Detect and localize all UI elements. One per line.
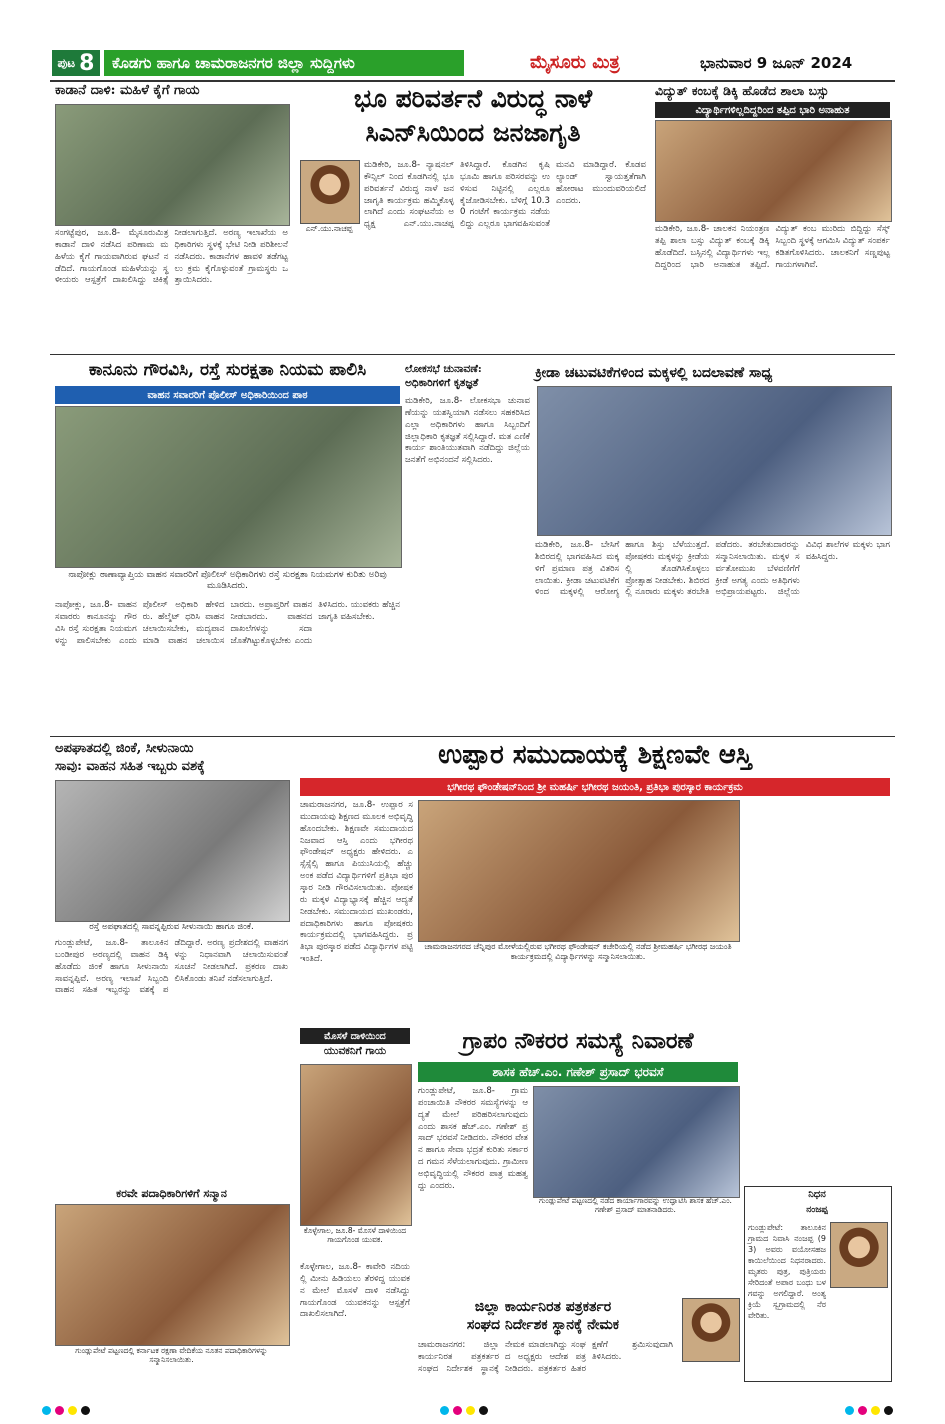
nachappa-caption: ಎನ್.ಯು.ನಾಚಪ್ಪ — [305, 224, 353, 233]
uppara-caption: ಚಾಮರಾಜನಗರದ ಚೆನ್ನಿಪುರ ಮೋಳೆಯಲ್ಲಿರುವ ಭಗೀರಥ ಫೌಂಡೇಷನ್ ಕಚೇರಿಯಲ್ಲಿ ನಡೆದ ಶ್ರೀಮಹರ್ಷಿ ಭಗೀರಥ ಜಯಂತಿ ಕಾರ್ಯಕ್ರಮದಲ್ಲಿ ವಿದ್ಯಾರ್ಥಿಗಳನ್ನು ಸನ್ಮಾನಿಸಲಾಯಿತು. — [424, 942, 732, 961]
page-number: 8 — [79, 50, 95, 76]
traffic-photo — [55, 406, 402, 568]
accident-caption: ರಸ್ತೆ ಅಪಘಾತದಲ್ಲಿ ಸಾವನ್ನಪ್ಪಿರುವ ಸೀಳುನಾಯಿ ಹಾಗೂ ಜಿಂಕೆ. — [89, 922, 254, 932]
uppara-headline: ಉಪ್ಪಾರ ಸಮುದಾಯಕ್ಕೆ ಶಿಕ್ಷಣವೇ ಆಸ್ತಿ — [438, 740, 752, 770]
bus-headline: ವಿದ್ಯುತ್ ಕಂಬಕ್ಕೆ ಡಿಕ್ಕಿ ಹೊಡೆದ ಶಾಲಾ ಬಸ್ಸು — [655, 83, 829, 98]
traffic-caption: ನಾಪೋಕ್ಲು ಠಾಣಾವ್ಯಾಪ್ತಿಯ ವಾಹನ ಸವಾರರಿಗೆ ಪೊಲೀಸ್ ಅಧಿಕಾರಿಗಳು ರಸ್ತೆ ಸುರಕ್ಷತಾ ನಿಯಮಗಳ ಕುರಿತು ಅರಿವು ಮೂಡಿಸಿದರು. — [68, 570, 387, 592]
sports-group-photo — [537, 386, 892, 536]
obituary-portrait — [830, 1222, 888, 1288]
journalist-portrait — [682, 1298, 740, 1362]
uppara-body-continued — [744, 800, 890, 1080]
obituary-heading: ನಿಧನ — [808, 1189, 826, 1200]
land-headline-1: ಭೂ ಪರಿವರ್ತನೆ ವಿರುದ್ಧ ನಾಳೆ — [353, 84, 593, 113]
crocodile-caption: ಕೊಳ್ಳೇಗಾಲ, ಜೂ.8- ಮೊಸಳೆ ದಾಳಿಯಿಂದ ಗಾಯಗೊಂಡ ಯುವಕ. — [303, 1226, 407, 1245]
paper-logo: ಮೈಸೂರು ಮಿತ್ರ — [530, 52, 620, 73]
election-headline-1: ಲೋಕಸಭೆ ಚುನಾವಣೆ: — [405, 363, 482, 375]
sports-headline: ಕ್ರೀಡಾ ಚಟುವಟಿಕೆಗಳಿಂದ ಮಕ್ಕಳಲ್ಲಿ ಬದಲಾವಣೆ ಸಾಧ್ಯ — [535, 365, 773, 381]
accident-headline-2: ಸಾವು: ವಾಹನ ಸಹಿತ ಇಬ್ಬರು ವಶಕ್ಕೆ — [55, 759, 205, 774]
uppara-body: ಚಾಮರಾಜನಗರ, ಜೂ.8- ಉಪ್ಪಾರ ಸಮುದಾಯವು ಶಿಕ್ಷಣದ ಮೂಲಕ ಅಭಿವೃದ್ಧಿ ಹೊಂದಬೇಕು. ಶಿಕ್ಷಣವೇ ಸಮುದಾಯದ ನಿಜವಾದ ಆಸ್ತಿ ಎಂದು ಭಗೀರಥ ಫೌಂಡೇಷನ್ ಅಧ್ಯಕ್ಷರು ಹೇಳಿದರು. ಎಸ್ಸೆಸ್ಸೆಲ್ಸಿ ಹಾಗೂ ಪಿಯುಸಿಯಲ್ಲಿ ಹೆಚ್ಚು ಅಂಕ ಪಡೆದ ವಿದ್ಯಾರ್ಥಿಗಳಿಗೆ ಪ್ರತಿಭಾ ಪುರಸ್ಕಾರ ನೀಡಿ ಗೌರವಿಸಲಾಯಿತು. ಪೋಷಕರು ಮಕ್ಕಳ ವಿದ್ಯಾಭ್ಯಾಸಕ್ಕೆ ಹೆಚ್ಚಿನ ಆದ್ಯತೆ ನೀಡಬೇಕು. ಸಮುದಾಯದ ಮುಖಂಡರು, ಪದಾಧಿಕಾರಿಗಳು ಹಾಗೂ ಪೋಷಕರು ಕಾರ್ಯಕ್ರಮದಲ್ಲಿ ಭಾಗವಹಿಸಿದ್ದರು. ಪ್ರತಿಭಾ ಪುರಸ್ಕಾರ ಪಡೆದ ವಿದ್ಯಾರ್ಥಿಗಳ ಪಟ್ಟಿ ಇಂತಿದೆ. — [300, 800, 413, 965]
uppara-band: ಭಗೀರಥ ಫೌಂಡೇಷನ್‌ನಿಂದ ಶ್ರೀ ಮಹರ್ಷಿ ಭಗೀರಥ ಜಯಂತಿ, ಪ್ರತಿಭಾ ಪುರಸ್ಕಾರ ಕಾರ್ಯಕ್ರಮ — [300, 778, 890, 796]
grampanchayat-body: ಗುಂಡ್ಲುಪೇಟೆ, ಜೂ.8- ಗ್ರಾಮ ಪಂಚಾಯಿತಿ ನೌಕರರ ಸಮಸ್ಯೆಗಳನ್ನು ಆದ್ಯತೆ ಮೇಲೆ ಪರಿಹರಿಸಲಾಗುವುದು ಎಂದು ಶಾಸಕ ಹೆಚ್.ಎಂ. ಗಣೇಶ್ ಪ್ರಸಾದ್ ಭರವಸೆ ನೀಡಿದರು. ನೌಕರರ ವೇತನ ಹಾಗೂ ಸೇವಾ ಭದ್ರತೆ ಕುರಿತು ಸರ್ಕಾರದ ಗಮನ ಸೆಳೆಯಲಾಗುವುದು. ಗ್ರಾಮೀಣ ಅಭಿವೃದ್ಧಿಯಲ್ಲಿ ನೌಕರರ ಪಾತ್ರ ಮಹತ್ವದ್ದು ಎಂದರು. — [418, 1086, 528, 1191]
section-title: ಕೊಡಗು ಹಾಗೂ ಚಾಮರಾಜನಗರ ಜಿಲ್ಲಾ ಸುದ್ದಿಗಳು — [104, 50, 464, 76]
crocodile-headline-2: ಯುವಕನಿಗೆ ಗಾಯ — [323, 1045, 387, 1057]
karave-caption: ಗುಂಡ್ಲುಪೇಟೆ ಪಟ್ಟಣದಲ್ಲಿ ಕರ್ನಾಟಕ ರಕ್ಷಣಾ ವೇದಿಕೆಯ ನೂತನ ಪದಾಧಿಕಾರಿಗಳನ್ನು ಸನ್ಮಾನಿಸಲಾಯಿತು. — [75, 1346, 268, 1365]
elephant-headline: ಕಾಡಾನೆ ದಾಳಿ: ಮಹಿಳೆ ಕೈಗೆ ಗಾಯ — [55, 83, 200, 98]
obituary-body: ಗುಂಡ್ಲುಪೇಟೆ: ತಾಲೂಕಿನ ಗ್ರಾಮದ ನಿವಾಸಿ ನಂಜಪ್ಪ (93) ಅವರು ವಯೋಸಹಜ ಕಾಯಿಲೆಯಿಂದ ನಿಧನರಾದರು. ಮೃತರು ಪುತ್ರ, ಪುತ್ರಿಯರು ಸೇರಿದಂತೆ ಅಪಾರ ಬಂಧು ಬಳಗವನ್ನು ಅಗಲಿದ್ದಾರೆ. ಅಂತ್ಯಕ್ರಿಯೆ ಸ್ವಗ್ರಾಮದಲ್ಲಿ ನೆರವೇರಿತು. — [748, 1223, 826, 1321]
page-label: ಪುಟ — [57, 55, 76, 70]
traffic-headline: ಕಾನೂನು ಗೌರವಿಸಿ, ರಸ್ತೆ ಸುರಕ್ಷತಾ ನಿಯಮ ಪಾಲಿಸಿ — [88, 360, 367, 380]
journalist-body: ಚಾಮರಾಜನಗರ: ಜಿಲ್ಲಾ ಕಾರ್ಯನಿರತ ಪತ್ರಕರ್ತರ ಸಂಘದ ನಿರ್ದೇಶಕ ಸ್ಥಾನಕ್ಕೆ ನೇಮಕ ಮಾಡಲಾಗಿದ್ದು ಸಂಘದ ಅಧ್ಯಕ್ಷರು ಆದೇಶ ಪತ್ರ ನೀಡಿದರು. ಪತ್ರಕರ್ತರ ಹಿತರಕ್ಷಣೆಗೆ ಶ್ರಮಿಸುವುದಾಗಿ ತಿಳಿಸಿದರು. — [418, 1340, 673, 1374]
row-rule-1 — [50, 354, 895, 355]
sports-body: ಮಡಿಕೇರಿ, ಜೂ.8- ಬೇಸಿಗೆ ಶಿಬಿರದಲ್ಲಿ ಭಾಗವಹಿಸಿದ ಮಕ್ಕಳಿಗೆ ಪ್ರಮಾಣ ಪತ್ರ ವಿತರಿಸಲಾಯಿತು. ಕ್ರೀಡಾ ಚಟುವಟಿಕೆಗಳಿಂದ ಮಕ್ಕಳಲ್ಲಿ ಆರೋಗ್ಯ ಹಾಗೂ ಶಿಸ್ತು ಬೆಳೆಯುತ್ತದೆ. ಪೋಷಕರು ಮಕ್ಕಳನ್ನು ಕ್ರೀಡೆಯಲ್ಲಿ ತೊಡಗಿಸಿಕೊಳ್ಳಲು ಪ್ರೋತ್ಸಾಹ ನೀಡಬೇಕು. ಶಿಬಿರದಲ್ಲಿ ನೂರಾರು ಮಕ್ಕಳು ತರಬೇತಿ ಪಡೆದರು. ತರಬೇತುದಾರರನ್ನು ಸನ್ಮಾನಿಸಲಾಯಿತು. ಮಕ್ಕಳ ಸರ್ವತೋಮುಖ ಬೆಳವಣಿಗೆಗೆ ಕ್ರೀಡೆ ಅಗತ್ಯ ಎಂದು ಅತಿಥಿಗಳು ಅಭಿಪ್ರಾಯಪಟ್ಟರು. ಜಿಲ್ಲೆಯ ವಿವಿಧ ಶಾಲೆಗಳ ಮಕ್ಕಳು ಭಾಗವಹಿಸಿದ್ದರು. — [535, 540, 890, 598]
uppara-body-lower — [418, 972, 738, 1022]
grampanchayat-band: ಶಾಸಕ ಹೆಚ್.ಎಂ. ಗಣೇಶ್ ಪ್ರಸಾದ್ ಭರವಸೆ — [418, 1062, 738, 1082]
accident-headline-1: ಅಪಘಾತದಲ್ಲಿ ಜಿಂಕೆ, ಸೀಳುನಾಯಿ — [55, 741, 194, 756]
accident-body: ಗುಂಡ್ಲುಪೇಟೆ, ಜೂ.8- ತಾಲೂಕಿನ ಬಂಡೀಪುರ ಅರಣ್ಯದಲ್ಲಿ ವಾಹನ ಡಿಕ್ಕಿ ಹೊಡೆದು ಜಿಂಕೆ ಹಾಗೂ ಸೀಳುನಾಯಿ ಸಾವನ್ನಪ್ಪಿವೆ. ಅರಣ್ಯ ಇಲಾಖೆ ಸಿಬ್ಬಂದಿ ವಾಹನ ಸಹಿತ ಇಬ್ಬರನ್ನು ವಶಕ್ಕೆ ಪಡೆದಿದ್ದಾರೆ. ಅರಣ್ಯ ಪ್ರದೇಶದಲ್ಲಿ ವಾಹನಗಳನ್ನು ನಿಧಾನವಾಗಿ ಚಲಾಯಿಸುವಂತೆ ಸೂಚನೆ ನೀಡಲಾಗಿದೆ. ಪ್ರಕರಣ ದಾಖಲಿಸಿಕೊಂಡು ತನಿಖೆ ನಡೆಸಲಾಗುತ್ತಿದೆ. — [55, 938, 288, 996]
grampanchayat-photo — [533, 1086, 740, 1198]
crocodile-photo — [300, 1064, 412, 1226]
crocodile-body: ಕೊಳ್ಳೇಗಾಲ, ಜೂ.8- ಕಾವೇರಿ ನದಿಯಲ್ಲಿ ಮೀನು ಹಿಡಿಯಲು ತೆರಳಿದ್ದ ಯುವಕನ ಮೇಲೆ ಮೊಸಳೆ ದಾಳಿ ನಡೆಸಿದ್ದು ಗಾಯಗೊಂಡ ಯುವಕನನ್ನು ಆಸ್ಪತ್ರೆಗೆ ದಾಖಲಿಸಲಾಗಿದೆ. — [300, 1262, 410, 1320]
grampanchayat-caption: ಗುಂಡ್ಲುಪೇಟೆ ಪಟ್ಟಣದಲ್ಲಿ ನಡೆದ ಕಾರ್ಯಾಗಾರವನ್ನು ಉದ್ಘಾಟಿಸಿ ಶಾಸಕ ಹೆಚ್.ಎಂ. ಗಣೇಶ್ ಪ್ರಸಾದ್ ಮಾತನಾಡಿದರು. — [539, 1196, 732, 1215]
traffic-band: ವಾಹನ ಸವಾರರಿಗೆ ಪೊಲೀಸ್ ಅಧಿಕಾರಿಯಿಂದ ಪಾಠ — [55, 386, 400, 404]
page-number-box — [52, 50, 100, 76]
obituary-name: ನಂಜಪ್ಪ — [806, 1205, 828, 1215]
accident-photo — [55, 780, 290, 922]
journalist-headline-1: ಜಿಲ್ಲಾ ಕಾರ್ಯನಿರತ ಪತ್ರಕರ್ತರ — [474, 1299, 612, 1315]
land-headline-2: ಸಿಎನ್‌ಸಿಯಿಂದ ಜನಜಾಗೃತಿ — [365, 118, 581, 147]
bus-photo — [655, 120, 892, 222]
grampanchayat-headline: ಗ್ರಾಪಂ ನೌಕರರ ಸಮಸ್ಯೆ ನಿವಾರಣೆ — [462, 1028, 694, 1054]
bus-subhead: ವಿದ್ಯಾರ್ಥಿಗಳಿಲ್ಲದಿದ್ದರಿಂದ ತಪ್ಪಿದ ಭಾರಿ ಅನಾಹುತ — [655, 102, 890, 118]
election-headline-2: ಅಧಿಕಾರಿಗಳಿಗೆ ಕೃತಜ್ಞತೆ — [405, 377, 479, 389]
row-rule-2 — [50, 736, 895, 737]
land-body: ಮಡಿಕೇರಿ, ಜೂ.8- ನ್ಯಾಷನಲ್ ಕೌನ್ಸಿಲ್ ನಿಂದ ಕೊಡಗಿನಲ್ಲಿ ಭೂ ಪರಿವರ್ತನೆ ವಿರುದ್ಧ ನಾಳೆ ಜನಜಾಗೃತಿ ಕಾರ್ಯಕ್ರಮ ಹಮ್ಮಿಕೊಳ್ಳಲಾಗಿದೆ ಎಂದು ಸಂಘಟನೆಯ ಅಧ್ಯಕ್ಷ ಎನ್.ಯು.ನಾಚಪ್ಪ ತಿಳಿಸಿದ್ದಾರೆ. ಕೊಡಗಿನ ಕೃಷಿ ಭೂಮಿ ಹಾಗೂ ಪರಿಸರವನ್ನು ಉಳಿಸುವ ನಿಟ್ಟಿನಲ್ಲಿ ಎಲ್ಲರೂ ಕೈಜೋಡಿಸಬೇಕು. ಬೆಳಿಗ್ಗೆ 10.30 ಗಂಟೆಗೆ ಕಾರ್ಯಕ್ರಮ ನಡೆಯಲಿದ್ದು ಎಲ್ಲರೂ ಭಾಗವಹಿಸುವಂತೆ ಮನವಿ ಮಾಡಿದ್ದಾರೆ. ಕೊಡವ ಲ್ಯಾಂಡ್ ಸ್ವಾಯತ್ತತೆಗಾಗಿ ಹೋರಾಟ ಮುಂದುವರಿಯಲಿದೆ ಎಂದರು. — [364, 160, 646, 230]
registration-marks-left — [42, 1400, 94, 1419]
elephant-body: ಸಂಗಟ್ಟೆಪುರ, ಜೂ.8- ಮೈಸೂರುಮಿತ್ರ ಕಾಡಾನೆ ದಾಳಿ ನಡೆಸಿದ ಪರಿಣಾಮ ಮಹಿಳೆಯ ಕೈಗೆ ಗಾಯವಾಗಿರುವ ಘಟನೆ ನಡೆದಿದೆ. ಗಾಯಗೊಂಡ ಮಹಿಳೆಯನ್ನು ಸ್ಥಳೀಯರು ಆಸ್ಪತ್ರೆಗೆ ದಾಖಲಿಸಿದ್ದು ಚಿಕಿತ್ಸೆ ನೀಡಲಾಗುತ್ತಿದೆ. ಅರಣ್ಯ ಇಲಾಖೆಯ ಅಧಿಕಾರಿಗಳು ಸ್ಥಳಕ್ಕೆ ಭೇಟಿ ನೀಡಿ ಪರಿಶೀಲನೆ ನಡೆಸಿದರು. ಕಾಡಾನೆಗಳ ಹಾವಳಿ ತಡೆಗಟ್ಟಲು ಕ್ರಮ ಕೈಗೊಳ್ಳುವಂತೆ ಗ್ರಾಮಸ್ಥರು ಒತ್ತಾಯಿಸಿದರು. — [55, 228, 288, 286]
karave-photo — [55, 1204, 290, 1346]
nachappa-portrait — [300, 160, 360, 224]
traffic-body: ನಾಪೋಕ್ಲು, ಜೂ.8- ವಾಹನ ಸವಾರರು ಕಾನೂನನ್ನು ಗೌರವಿಸಿ ರಸ್ತೆ ಸುರಕ್ಷತಾ ನಿಯಮಗಳನ್ನು ಪಾಲಿಸಬೇಕು ಎಂದು ಪೊಲೀಸ್ ಅಧಿಕಾರಿ ಹೇಳಿದರು. ಹೆಲ್ಮೆಟ್ ಧರಿಸಿ ವಾಹನ ಚಲಾಯಿಸಬೇಕು, ಮದ್ಯಪಾನ ಮಾಡಿ ವಾಹನ ಚಲಾಯಿಸಬಾರದು. ಅಪ್ರಾಪ್ತರಿಗೆ ವಾಹನ ನೀಡಬಾರದು. ವಾಹನದ ದಾಖಲೆಗಳನ್ನು ಸದಾ ಜೊತೆಗಿಟ್ಟುಕೊಳ್ಳಬೇಕು ಎಂದು ತಿಳಿಸಿದರು. ಯುವಕರು ಹೆಚ್ಚಿನ ಜಾಗೃತಿ ವಹಿಸಬೇಕು. — [55, 600, 400, 646]
karave-headline: ಕರವೇ ಪದಾಧಿಕಾರಿಗಳಿಗೆ ಸನ್ಮಾನ — [116, 1187, 227, 1200]
uppara-photo — [418, 800, 740, 942]
issue-date: ಭಾನುವಾರ 9 ಜೂನ್ 2024 — [700, 54, 853, 72]
masthead-rule — [50, 80, 895, 82]
election-body: ಮಡಿಕೇರಿ, ಜೂ.8- ಲೋಕಸಭಾ ಚುನಾವಣೆಯನ್ನು ಯಶಸ್ವಿಯಾಗಿ ನಡೆಸಲು ಸಹಕರಿಸಿದ ಎಲ್ಲಾ ಅಧಿಕಾರಿಗಳು ಹಾಗೂ ಸಿಬ್ಬಂದಿಗೆ ಜಿಲ್ಲಾಧಿಕಾರಿ ಕೃತಜ್ಞತೆ ಸಲ್ಲಿಸಿದ್ದಾರೆ. ಮತ ಎಣಿಕೆ ಕಾರ್ಯ ಶಾಂತಿಯುತವಾಗಿ ನಡೆದಿದ್ದು ಜಿಲ್ಲೆಯ ಜನತೆಗೆ ಅಭಿನಂದನೆ ಸಲ್ಲಿಸಿದರು. — [405, 396, 530, 466]
bus-body: ಮಡಿಕೇರಿ, ಜೂ.8- ಚಾಲಕನ ನಿಯಂತ್ರಣ ತಪ್ಪಿ ಶಾಲಾ ಬಸ್ಸು ವಿದ್ಯುತ್ ಕಂಬಕ್ಕೆ ಡಿಕ್ಕಿ ಹೊಡೆದಿದೆ. ಬಸ್ಸಿನಲ್ಲಿ ವಿದ್ಯಾರ್ಥಿಗಳು ಇಲ್ಲದಿದ್ದರಿಂದ ಭಾರಿ ಅನಾಹುತ ತಪ್ಪಿದೆ. ವಿದ್ಯುತ್ ಕಂಬ ಮುರಿದು ಬಿದ್ದಿದ್ದು ಸೆಸ್ಕ್ ಸಿಬ್ಬಂದಿ ಸ್ಥಳಕ್ಕೆ ಆಗಮಿಸಿ ವಿದ್ಯುತ್ ಸಂಪರ್ಕ ಕಡಿತಗೊಳಿಸಿದರು. ಚಾಲಕನಿಗೆ ಸಣ್ಣಪುಟ್ಟ ಗಾಯಗಳಾಗಿವೆ. — [655, 224, 890, 270]
elephant-photo — [55, 104, 290, 226]
journalist-headline-2: ಸಂಘದ ನಿರ್ದೇಶಕ ಸ್ಥಾನಕ್ಕೆ ನೇಮಕ — [466, 1317, 620, 1333]
crocodile-headline-1: ಮೊಸಳೆ ದಾಳಿಯಿಂದ — [300, 1028, 410, 1044]
registration-marks-right — [845, 1400, 897, 1419]
registration-marks-center — [440, 1400, 492, 1419]
